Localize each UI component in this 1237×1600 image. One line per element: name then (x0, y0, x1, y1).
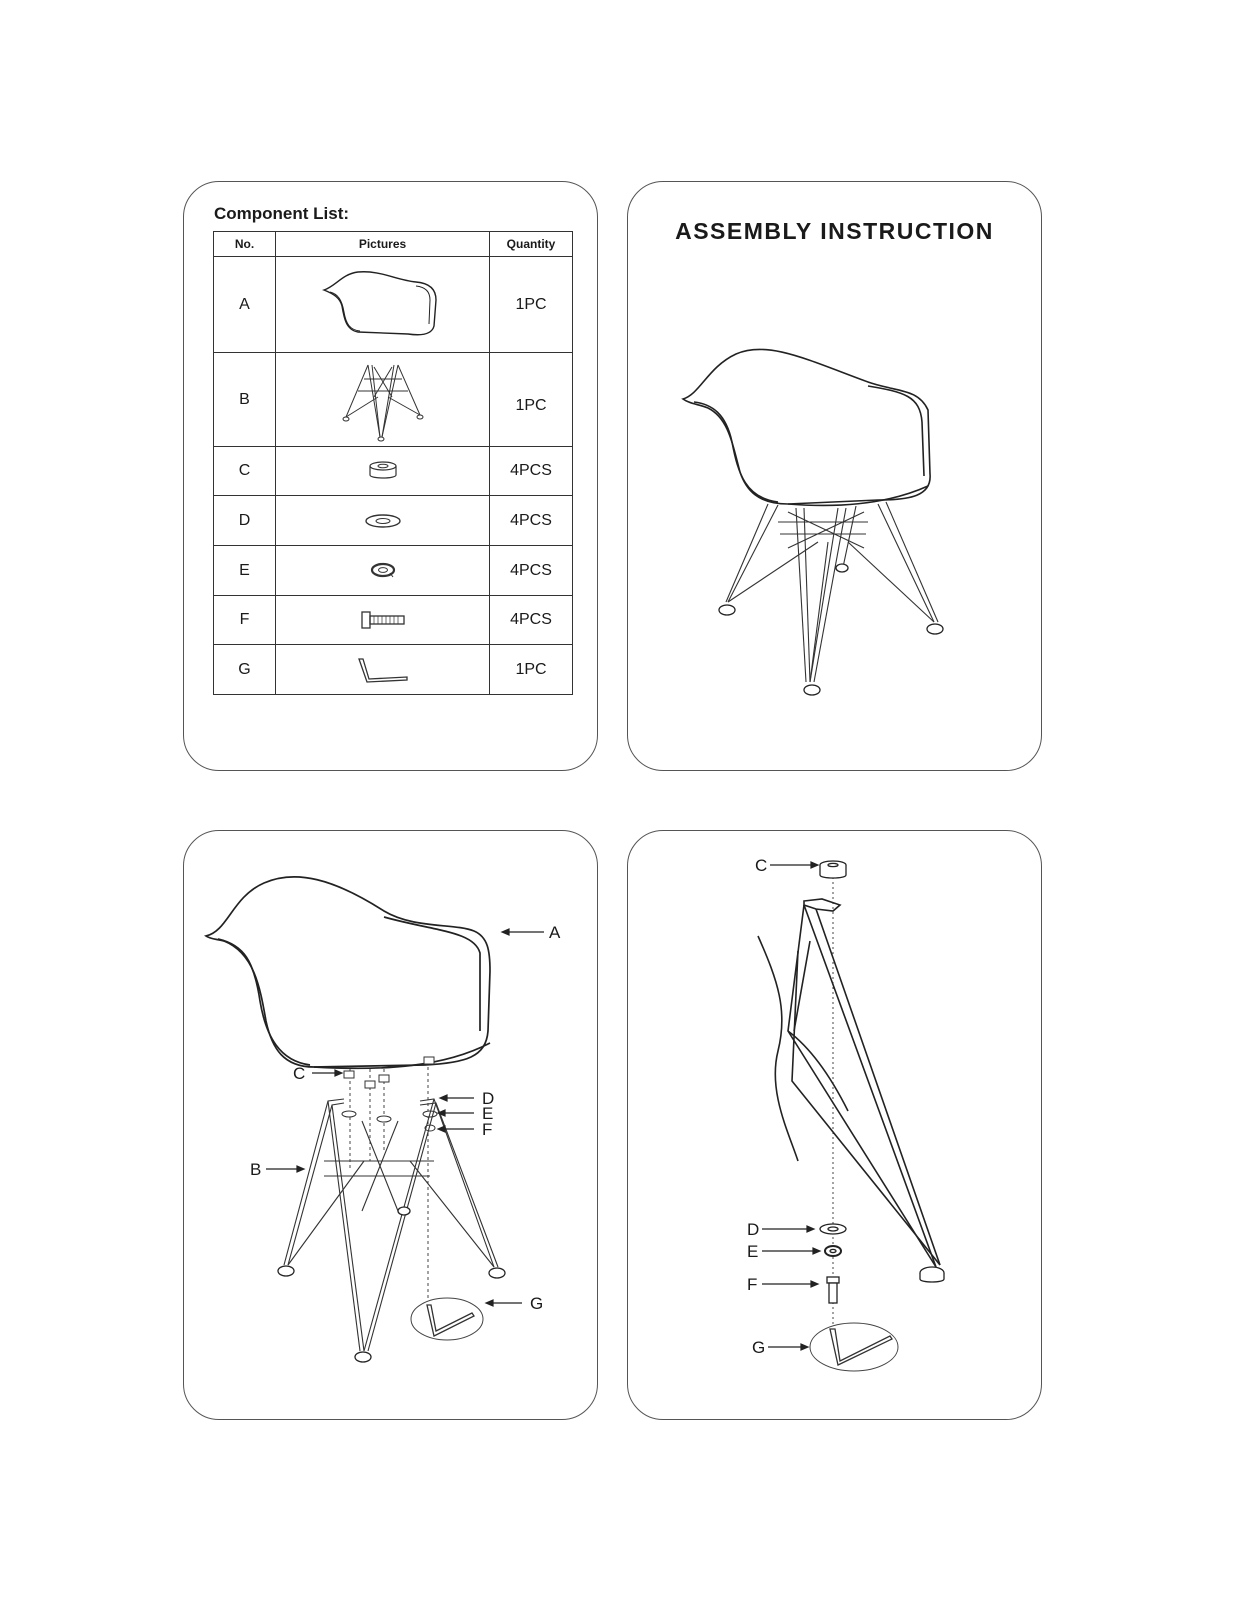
row-no: C (214, 447, 276, 496)
label-g: G (752, 1338, 766, 1357)
row-qty: 4PCS (490, 596, 573, 645)
component-list-title: Component List: (214, 204, 350, 223)
exploded-view-panel (183, 830, 598, 1420)
label-a: A (549, 923, 561, 942)
label-d: D (482, 1089, 495, 1108)
row-no: E (214, 546, 276, 596)
wire-base-icon (276, 353, 490, 447)
leg-detail-illustration (628, 831, 1040, 1418)
row-no: G (214, 645, 276, 695)
label-e: E (482, 1104, 494, 1123)
row-qty: 1PC (490, 257, 573, 353)
label-g: G (530, 1294, 544, 1313)
label-e: E (747, 1242, 759, 1261)
table-row (214, 546, 573, 596)
table-row (214, 257, 573, 353)
label-f: F (482, 1120, 493, 1139)
label-b: B (250, 1160, 262, 1179)
assembly-instruction-panel (627, 181, 1042, 771)
table-row (214, 596, 573, 645)
component-table (213, 231, 573, 695)
row-no: D (214, 496, 276, 546)
label-d: D (747, 1220, 760, 1239)
row-qty: 4PCS (490, 447, 573, 496)
allen-key-callout (411, 1298, 483, 1340)
label-c: C (755, 856, 768, 875)
table-row (214, 447, 573, 496)
label-f: F (747, 1275, 758, 1294)
allen-key-callout (810, 1323, 898, 1371)
table-row (214, 645, 573, 695)
row-qty: 4PCS (490, 546, 573, 596)
allen-key-icon (276, 645, 490, 695)
table-header-row (214, 232, 573, 257)
exploded-chair-illustration (184, 831, 596, 1418)
header-pictures: Pictures (276, 232, 490, 257)
row-no: A (214, 257, 276, 353)
assembly-title: ASSEMBLY INSTRUCTION (675, 218, 994, 244)
flat-washer-icon (276, 496, 490, 546)
row-no: B (214, 353, 276, 447)
leg-detail-panel (627, 830, 1042, 1420)
row-qty: 4PCS (490, 496, 573, 546)
assembled-chair-illustration (628, 182, 1040, 769)
spacer-part (820, 861, 846, 878)
header-quantity: Quantity (490, 232, 573, 257)
table-row (214, 496, 573, 546)
chair-shell-icon (276, 257, 490, 353)
spring-washer-icon (276, 546, 490, 596)
row-qty: 1PC (490, 353, 573, 447)
label-c: C (293, 1064, 306, 1083)
spacer-icon (276, 447, 490, 496)
component-list-panel (183, 181, 598, 771)
header-no: No. (214, 232, 276, 257)
table-row (214, 353, 573, 447)
bolt-icon (276, 596, 490, 645)
row-qty: 1PC (490, 645, 573, 695)
row-no: F (214, 596, 276, 645)
